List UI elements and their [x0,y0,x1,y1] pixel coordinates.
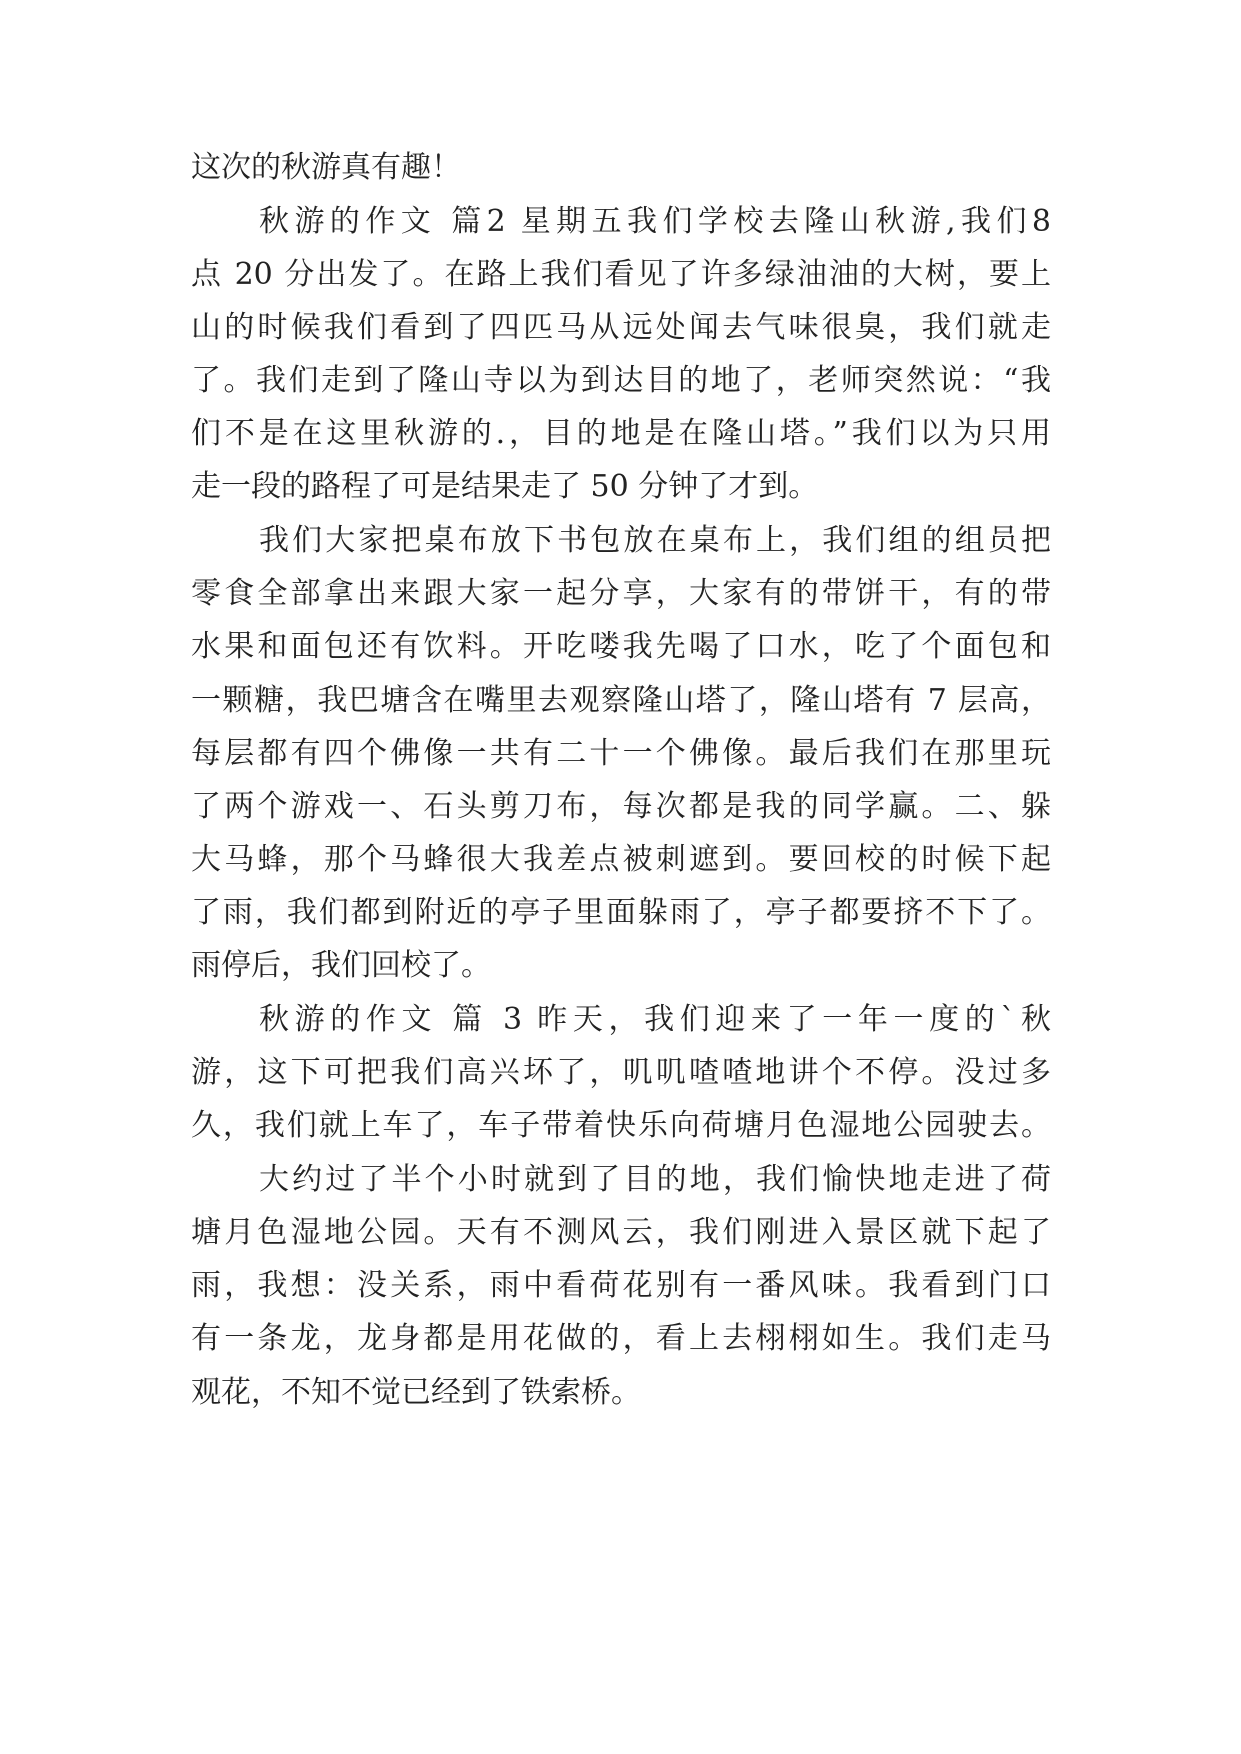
text-line: 塘月色湿地公园。天有不测风云，我们刚进入景区就下起了 [191,1215,1051,1250]
text-line: 我们大家把桌布放下书包放在桌布上，我们组的组员把 [259,523,1051,558]
text-line: 观花，不知不觉已经到了铁索桥。 [191,1375,641,1410]
text-line: 有一条龙，龙身都是用花做的，看上去栩栩如生。我们走马 [191,1321,1051,1356]
text-line: 了雨，我们都到附近的亭子里面躲雨了，亭子都要挤不下了。 [191,895,1051,930]
text-line: 雨，我想：没关系，雨中看荷花别有一番风味。我看到门口 [191,1268,1051,1303]
text-line: 走一段的路程了可是结果走了 50 分钟了才到。 [191,469,819,504]
text-line: 大约过了半个小时就到了目的地，我们愉快地走进了荷 [259,1162,1051,1197]
text-line: 点 20 分出发了。在路上我们看见了许多绿油油的大树，要上 [191,257,1051,292]
text-line: 水果和面包还有饮料。开吃喽我先喝了口水，吃了个面包和 [191,629,1051,664]
text-line: 每层都有四个佛像一共有二十一个佛像。最后我们在那里玩 [191,736,1051,771]
text-line: 游，这下可把我们高兴坏了，叽叽喳喳地讲个不停。没过多 [191,1055,1051,1090]
text-line: 雨停后，我们回校了。 [191,948,491,983]
text-line: 了两个游戏一、石头剪刀布，每次都是我的同学赢。二、躲 [191,789,1051,824]
text-line: 秋游的作文 篇2 星期五我们学校去隆山秋游,我们8 [259,204,1051,239]
text-line: 大马蜂，那个马蜂很大我差点被刺遮到。要回校的时候下起 [191,842,1051,877]
text-line: 了。我们走到了隆山寺以为到达目的地了，老师突然说：“我 [191,363,1051,398]
text-line: 们不是在这里秋游的.，目的地是在隆山塔。”我们以为只用 [191,416,1051,451]
text-line: 这次的秋游真有趣！ [191,150,461,185]
text-line: 零食全部拿出来跟大家一起分享，大家有的带饼干，有的带 [191,576,1051,611]
text-line: 秋游的作文 篇 3 昨天，我们迎来了一年一度的`秋 [259,1002,1051,1037]
text-line: 一颗糖，我巴塘含在嘴里去观察隆山塔了，隆山塔有 7 层高， [191,683,1051,718]
text-line: 久，我们就上车了，车子带着快乐向荷塘月色湿地公园驶去。 [191,1108,1051,1143]
text-line: 山的时候我们看到了四匹马从远处闻去气味很臭，我们就走 [191,310,1051,345]
